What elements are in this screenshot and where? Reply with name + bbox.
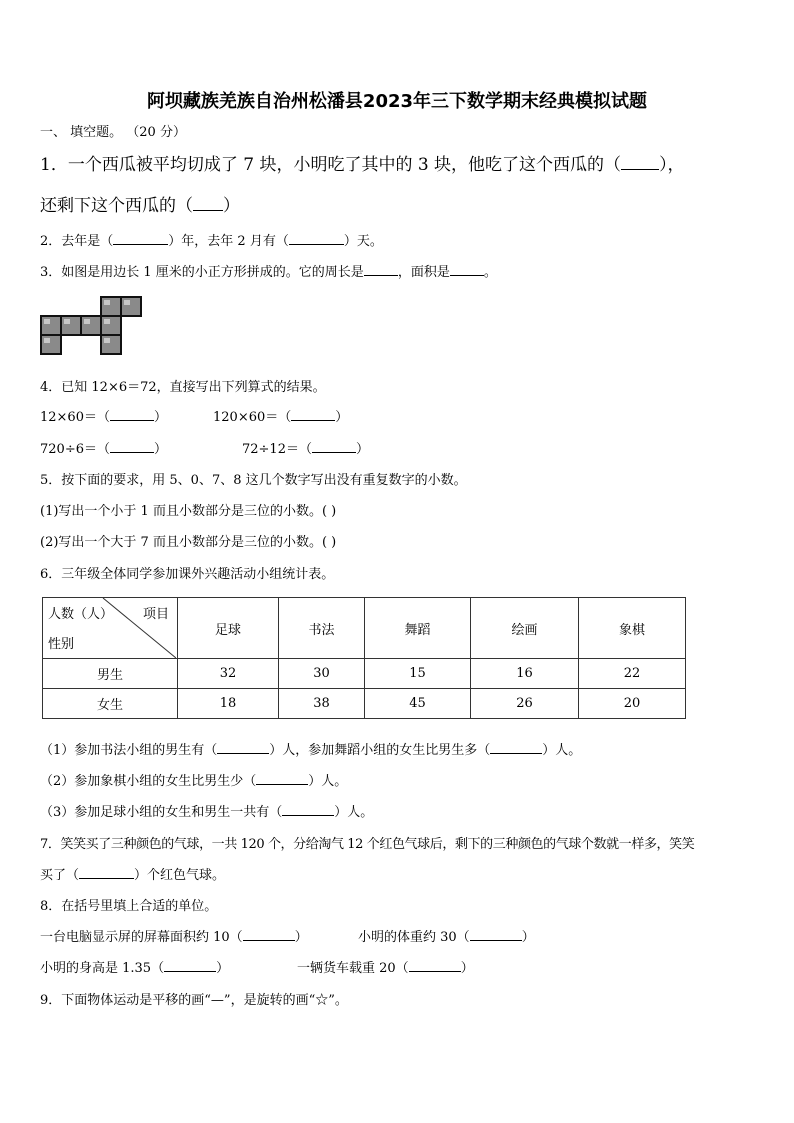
answer-blank[interactable] (291, 408, 335, 421)
calc-item: 12×60＝（ ） (40, 410, 167, 425)
answer-blank[interactable] (282, 803, 334, 816)
answer-blank[interactable] (79, 866, 134, 879)
question-4: 4．已知 12×6＝72，直接写出下列算式的结果。 (40, 380, 326, 395)
question-3: 3．如图是用边长 1 厘米的小正方形拼成的。它的周长是 ，面积是 。 (40, 265, 497, 280)
question-2: 2．去年是（ ）年，去年 2 月有（ ）天。 (40, 234, 383, 249)
answer-blank[interactable] (243, 928, 295, 941)
answer-blank[interactable] (621, 157, 659, 170)
answer-blank[interactable] (217, 741, 269, 754)
question-6-sub-2: （2）参加象棋小组的女生比男生少（ ）人。 (40, 774, 348, 789)
table-cell: 26 (471, 689, 579, 719)
answer-blank[interactable] (256, 772, 308, 785)
stats-table (42, 597, 686, 719)
table-cell: 22 (579, 659, 686, 689)
table-cell: 16 (471, 659, 579, 689)
answer-blank[interactable] (193, 198, 223, 211)
table-cell: 15 (365, 659, 471, 689)
answer-blank[interactable] (110, 408, 154, 421)
table-cell: 45 (365, 689, 471, 719)
answer-blank[interactable] (113, 232, 168, 245)
answer-blank[interactable] (110, 440, 154, 453)
answer-blank[interactable] (164, 959, 216, 972)
unit-item: 一辆货车载重 20（ ） (297, 961, 474, 976)
row-label: 女生 (43, 689, 178, 719)
square-figure (40, 296, 142, 356)
column-header: 绘画 (471, 598, 579, 659)
answer-blank[interactable] (289, 232, 344, 245)
question-5: 5．按下面的要求，用 5、0、7、8 这几个数字写出没有重复数字的小数。 (40, 473, 467, 488)
unit-item: 小明的身高是 1.35（ ） (40, 961, 230, 976)
calc-item: 720÷6＝（ ） (40, 442, 167, 457)
unit-item: 一台电脑显示屏的屏幕面积约 10（ ） (40, 930, 308, 945)
question-8: 8．在括号里填上合适的单位。 (40, 899, 218, 914)
table-row (43, 689, 686, 719)
question-7-line-1: 7．笑笑买了三种颜色的气球，一共 120 个，分给淘气 12 个红色气球后，剩下的三种颜色的气球个数就一样多，笑笑 (40, 837, 695, 852)
table-row (43, 659, 686, 689)
answer-blank[interactable] (312, 440, 356, 453)
question-5-part-1: (1)写出一个小于 1 而且小数部分是三位的小数。( ) (40, 504, 337, 519)
table-cell: 32 (178, 659, 279, 689)
question-1-line-1: 1．一个西瓜被平均切成了 7 块，小明吃了其中的 3 块，他吃了这个西瓜的（ ）， (40, 155, 685, 175)
column-header: 象棋 (579, 598, 686, 659)
corner-label-count: 人数（人） (48, 607, 114, 622)
column-header: 足球 (178, 598, 279, 659)
section-heading: 一、 填空题。 （20 分） (40, 125, 186, 140)
unit-item: 小明的体重约 30（ ） (358, 930, 535, 945)
row-label: 男生 (43, 659, 178, 689)
corner-label-item: 项目 (143, 607, 170, 622)
table-cell: 38 (279, 689, 365, 719)
calc-item: 120×60＝（ ） (213, 410, 349, 425)
calc-item: 72÷12＝（ ） (242, 442, 369, 457)
column-header: 舞蹈 (365, 598, 471, 659)
answer-blank[interactable] (470, 928, 522, 941)
question-7-line-2: 买了（ ）个红色气球。 (40, 868, 226, 883)
table-cell: 30 (279, 659, 365, 689)
corner-label-gender: 性别 (48, 637, 75, 652)
question-1-line-2: 还剩下这个西瓜的（ ） (40, 196, 240, 216)
question-6-sub-3: （3）参加足球小组的女生和男生一共有（ ）人。 (40, 805, 374, 820)
answer-blank[interactable] (364, 263, 398, 276)
page-title: 阿坝藏族羌族自治州松潘县2023年三下数学期末经典模拟试题 (146, 91, 648, 112)
table-cell: 20 (579, 689, 686, 719)
answer-blank[interactable] (409, 959, 461, 972)
question-6: 6．三年级全体同学参加课外兴趣活动小组统计表。 (40, 567, 335, 582)
question-5-part-2: (2)写出一个大于 7 而且小数部分是三位的小数。( ) (40, 535, 337, 550)
question-6-sub-1: （1）参加书法小组的男生有（ ）人，参加舞蹈小组的女生比男生多（ ）人。 (40, 743, 582, 758)
answer-blank[interactable] (490, 741, 542, 754)
question-9: 9．下面物体运动是平移的画“—”，是旋转的画“☆”。 (40, 993, 348, 1008)
answer-blank[interactable] (450, 263, 484, 276)
column-header: 书法 (279, 598, 365, 659)
table-corner-cell (43, 598, 178, 659)
table-cell: 18 (178, 689, 279, 719)
